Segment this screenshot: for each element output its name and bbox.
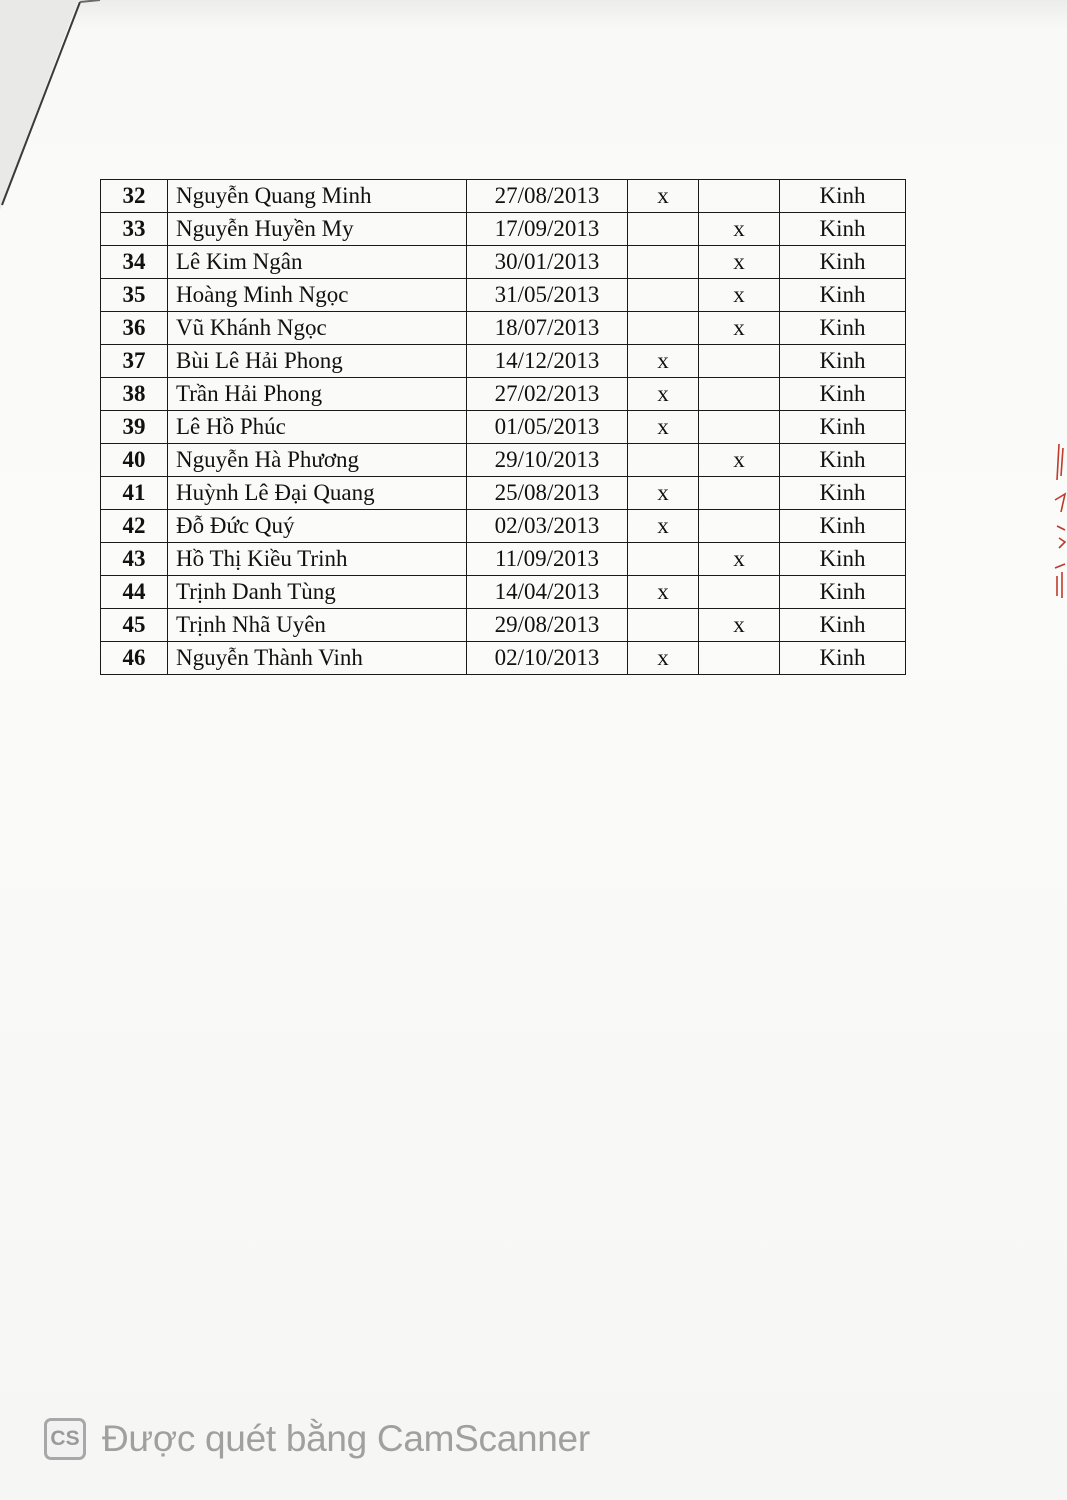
ethnicity: Kinh [780, 543, 906, 576]
student-name: Trịnh Danh Tùng [168, 576, 467, 609]
table-row [101, 279, 906, 312]
female-mark [699, 576, 780, 609]
date-of-birth: 01/05/2013 [467, 411, 628, 444]
ethnicity: Kinh [780, 642, 906, 675]
female-mark [699, 411, 780, 444]
date-of-birth: 29/10/2013 [467, 444, 628, 477]
table-row [101, 180, 906, 213]
student-name: Hoàng Minh Ngọc [168, 279, 467, 312]
female-mark: x [699, 279, 780, 312]
student-number: 42 [101, 510, 168, 543]
male-mark [628, 609, 699, 642]
female-mark: x [699, 246, 780, 279]
student-name: Huỳnh Lê Đại Quang [168, 477, 467, 510]
female-mark: x [699, 609, 780, 642]
student-number: 33 [101, 213, 168, 246]
male-mark [628, 543, 699, 576]
male-mark: x [628, 411, 699, 444]
female-mark [699, 180, 780, 213]
table-row [101, 246, 906, 279]
ethnicity: Kinh [780, 609, 906, 642]
student-name: Nguyễn Huyền My [168, 213, 467, 246]
student-number: 43 [101, 543, 168, 576]
date-of-birth: 31/05/2013 [467, 279, 628, 312]
date-of-birth: 14/12/2013 [467, 345, 628, 378]
female-mark: x [699, 312, 780, 345]
female-mark: x [699, 213, 780, 246]
female-mark [699, 378, 780, 411]
ethnicity: Kinh [780, 345, 906, 378]
date-of-birth: 14/04/2013 [467, 576, 628, 609]
ethnicity: Kinh [780, 246, 906, 279]
ethnicity: Kinh [780, 510, 906, 543]
student-number: 39 [101, 411, 168, 444]
male-mark [628, 312, 699, 345]
date-of-birth: 02/03/2013 [467, 510, 628, 543]
date-of-birth: 25/08/2013 [467, 477, 628, 510]
student-number: 46 [101, 642, 168, 675]
ethnicity: Kinh [780, 312, 906, 345]
male-mark: x [628, 477, 699, 510]
ethnicity: Kinh [780, 279, 906, 312]
student-name: Lê Hồ Phúc [168, 411, 467, 444]
table-row [101, 576, 906, 609]
female-mark: x [699, 444, 780, 477]
student-number: 41 [101, 477, 168, 510]
student-roster-table [100, 179, 906, 675]
watermark-text: Được quét bằng CamScanner [102, 1418, 590, 1459]
male-mark: x [628, 576, 699, 609]
male-mark: x [628, 180, 699, 213]
male-mark [628, 279, 699, 312]
student-number: 38 [101, 378, 168, 411]
student-name: Bùi Lê Hải Phong [168, 345, 467, 378]
ethnicity: Kinh [780, 180, 906, 213]
table-row [101, 345, 906, 378]
camscanner-logo: CS [44, 1418, 86, 1460]
student-name: Hồ Thị Kiều Trinh [168, 543, 467, 576]
student-name: Trần Hải Phong [168, 378, 467, 411]
ethnicity: Kinh [780, 576, 906, 609]
ethnicity: Kinh [780, 477, 906, 510]
male-mark: x [628, 378, 699, 411]
ethnicity: Kinh [780, 444, 906, 477]
table-row [101, 378, 906, 411]
date-of-birth: 17/09/2013 [467, 213, 628, 246]
female-mark [699, 510, 780, 543]
male-mark: x [628, 345, 699, 378]
student-number: 45 [101, 609, 168, 642]
male-mark [628, 213, 699, 246]
student-name: Vũ Khánh Ngọc [168, 312, 467, 345]
student-number: 35 [101, 279, 168, 312]
date-of-birth: 02/10/2013 [467, 642, 628, 675]
female-mark [699, 477, 780, 510]
student-number: 36 [101, 312, 168, 345]
table-row [101, 444, 906, 477]
date-of-birth: 27/02/2013 [467, 378, 628, 411]
table-row [101, 609, 906, 642]
table-row [101, 477, 906, 510]
table-row [101, 213, 906, 246]
male-mark: x [628, 510, 699, 543]
ethnicity: Kinh [780, 411, 906, 444]
date-of-birth: 29/08/2013 [467, 609, 628, 642]
female-mark [699, 345, 780, 378]
camscanner-watermark [44, 1414, 590, 1464]
student-name: Trịnh Nhã Uyên [168, 609, 467, 642]
table-row [101, 411, 906, 444]
student-name: Nguyễn Thành Vinh [168, 642, 467, 675]
student-name: Nguyễn Quang Minh [168, 180, 467, 213]
date-of-birth: 18/07/2013 [467, 312, 628, 345]
table-row [101, 510, 906, 543]
student-name: Lê Kim Ngân [168, 246, 467, 279]
table-row [101, 312, 906, 345]
roster-body [101, 180, 906, 675]
male-mark [628, 444, 699, 477]
student-number: 44 [101, 576, 168, 609]
student-number: 34 [101, 246, 168, 279]
date-of-birth: 30/01/2013 [467, 246, 628, 279]
red-stamp-edge [1045, 440, 1067, 600]
ethnicity: Kinh [780, 378, 906, 411]
student-number: 37 [101, 345, 168, 378]
date-of-birth: 27/08/2013 [467, 180, 628, 213]
student-name: Đỗ Đức Quý [168, 510, 467, 543]
male-mark [628, 246, 699, 279]
male-mark: x [628, 642, 699, 675]
date-of-birth: 11/09/2013 [467, 543, 628, 576]
table-row [101, 543, 906, 576]
student-number: 40 [101, 444, 168, 477]
ethnicity: Kinh [780, 213, 906, 246]
student-number: 32 [101, 180, 168, 213]
female-mark: x [699, 543, 780, 576]
table-row [101, 642, 906, 675]
female-mark [699, 642, 780, 675]
student-name: Nguyễn Hà Phương [168, 444, 467, 477]
